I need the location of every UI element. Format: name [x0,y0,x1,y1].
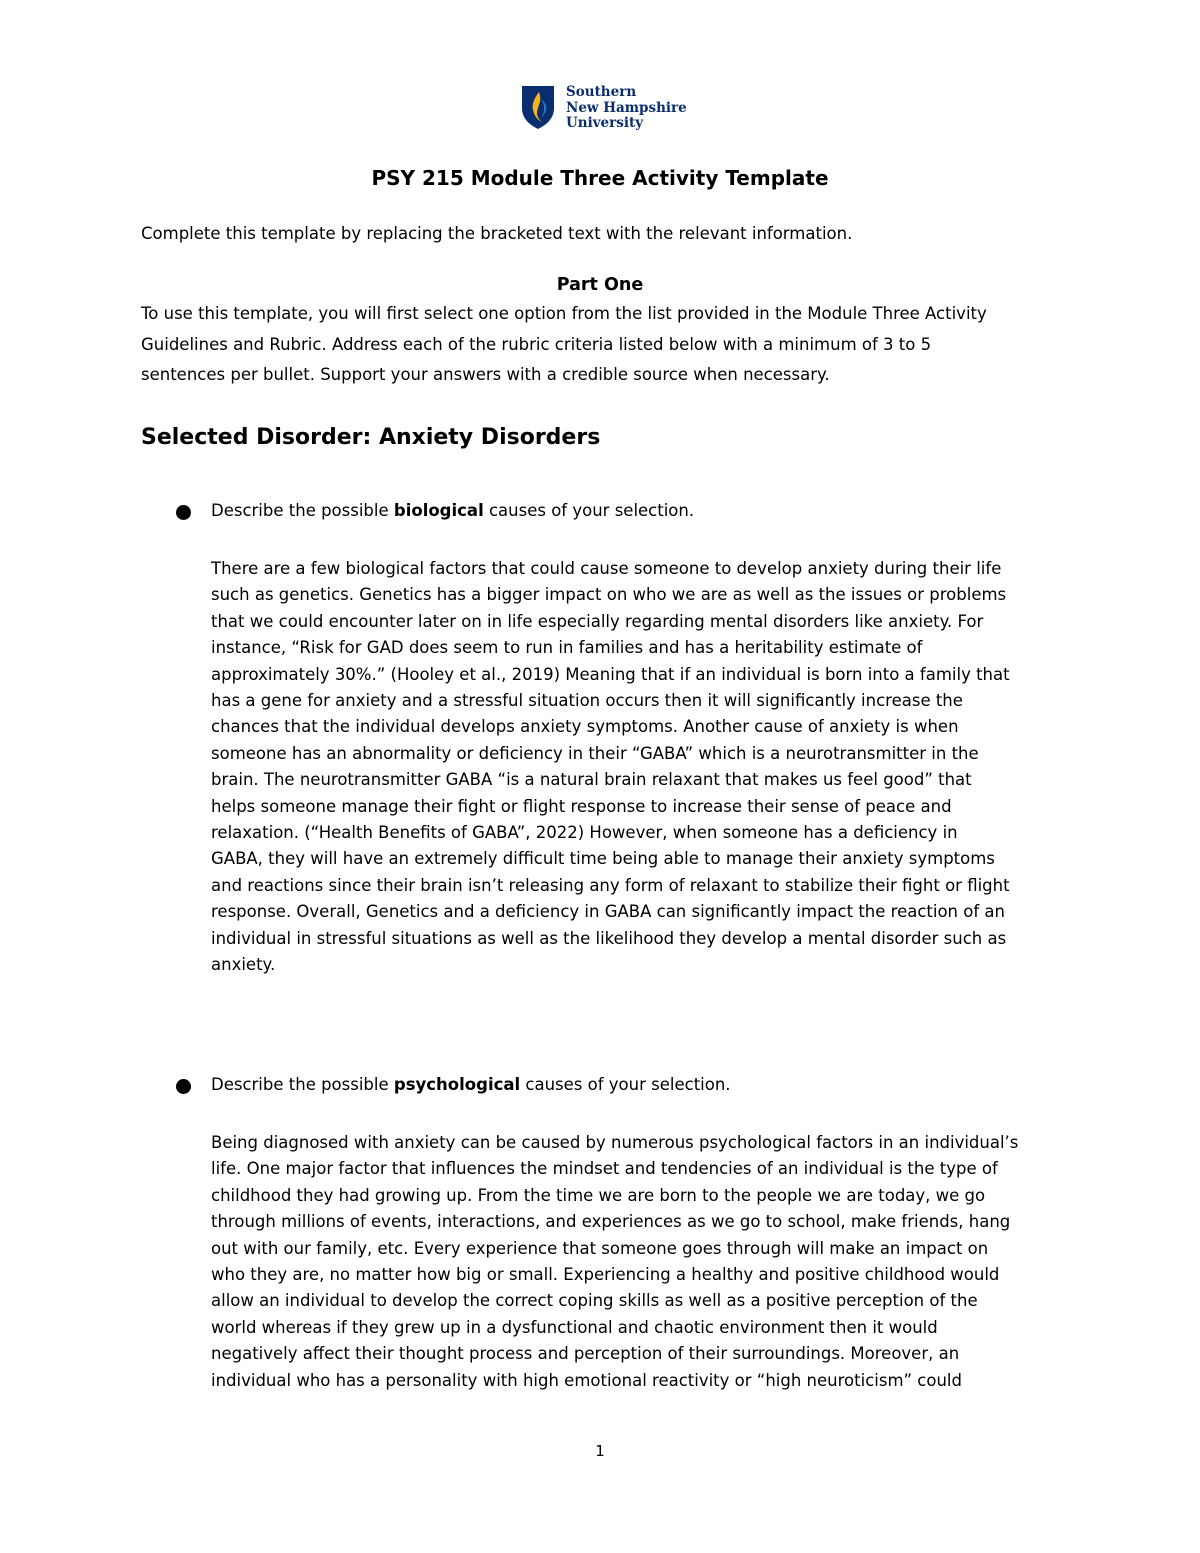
bullet-icon [176,505,191,520]
text-line: individual who has a personality with high emotional reactivity or “high neuroticism” could [211,1370,962,1390]
psychological-answer-paragraph [211,1130,1071,1394]
logo-line: University [566,115,644,131]
text-line: approximately 30%.” (Hooley et al., 2019) Meaning that if an individual is born into a family that [211,664,1010,684]
prompt-keyword: psychological [393,1075,521,1094]
text-line: anxiety. [211,955,276,975]
text-line: chances that the individual develops anxiety symptoms. Another cause of anxiety is when [211,717,959,737]
text-line: that we could encounter later on in life especially regarding mental disorders like anxiety. For [211,611,984,631]
logo-line: New Hampshire [566,99,687,116]
bullet-prompt-biological [211,499,694,523]
prompt-keyword: biological [393,501,484,520]
shield-flame-icon [520,84,556,130]
text-line: Guidelines and Rubric. Address each of the rubric criteria listed below with a minimum of 3 to 5 [141,334,932,354]
text-line: negatively affect their thought process and perception of their surroundings. Moreover, an [211,1344,960,1364]
text-line: To use this template, you will first select one option from the list provided in the Module Three Activity [141,304,987,323]
text-line: brain. The neurotransmitter GABA “is a natural brain relaxant that makes us feel good” that [211,770,972,790]
text-line: helps someone manage their fight or flight response to increase their sense of peace and [211,796,952,816]
text-line: GABA, they will have an extremely difficult time being able to manage their anxiety symptoms [211,849,995,869]
text-line: world whereas if they grew up in a dysfunctional and chaotic environment then it would [211,1317,938,1337]
instructions-paragraph [141,299,1071,391]
text-line: has a gene for anxiety and a stressful situation occurs then it will significantly increase the [211,691,963,711]
intro-text: Complete this template by replacing the bracketed text with the relevant information. [141,224,853,243]
text-line: response. Overall, Genetics and a deficiency in GABA can significantly impact the reaction of an [211,902,1005,922]
biological-answer-paragraph [211,556,1071,979]
document-title: PSY 215 Module Three Activity Template [371,166,829,190]
text-line: relaxation. (“Health Benefits of GABA”, 2022) However, when someone has a deficiency in [211,823,958,843]
prompt-text: causes of your selection. [520,1075,731,1094]
text-line: through millions of events, interactions, and experiences as we go to school, make friends, hang [211,1212,1011,1232]
text-line: There are a few biological factors that could cause someone to develop anxiety during their life [211,559,1002,578]
part-one-heading: Part One [556,275,644,295]
text-line: sentences per bullet. Support your answers with a credible source when necessary. [141,365,830,384]
page-number: 1 [595,1442,605,1460]
text-line: childhood they had growing up. From the time we are born to the people we are today, we go [211,1185,986,1205]
logo-line: Southern [566,84,637,100]
selected-disorder-heading: Selected Disorder: Anxiety Disorders [141,425,601,450]
text-line: out with our family, etc. Every experience that someone goes through will make an impact on [211,1238,989,1258]
text-line: instance, “Risk for GAD does seem to run in families and has a heritability estimate of [211,638,923,658]
text-line: someone has an abnormality or deficiency in their “GABA” which is a neurotransmitter in the [211,743,979,763]
prompt-text: causes of your selection. [483,501,695,520]
university-logo [520,84,690,132]
bullet-icon [176,1079,191,1094]
text-line: allow an individual to develop the correct coping skills as well as a positive perception of the [211,1291,978,1311]
text-line: and reactions since their brain isn’t releasing any form of relaxant to stabilize their fight or flight [211,875,1010,895]
bullet-prompt-psychological [211,1073,731,1097]
prompt-text: Describe the possible [211,1075,394,1094]
prompt-text: Describe the possible [211,501,394,520]
text-line: Being diagnosed with anxiety can be caused by numerous psychological factors in an individual’s [211,1133,1019,1152]
text-line: who they are, no matter how big or small. Experiencing a healthy and positive childhood would [211,1265,1000,1285]
text-line: such as genetics. Genetics has a bigger impact on who we are as well as the issues or problems [211,585,1007,605]
logo-wordmark [566,85,696,132]
text-line: life. One major factor that influences the mindset and tendencies of an individual is the type of [211,1159,998,1179]
text-line: individual in stressful situations as well as the likelihood they develop a mental disorder such as [211,928,1007,948]
